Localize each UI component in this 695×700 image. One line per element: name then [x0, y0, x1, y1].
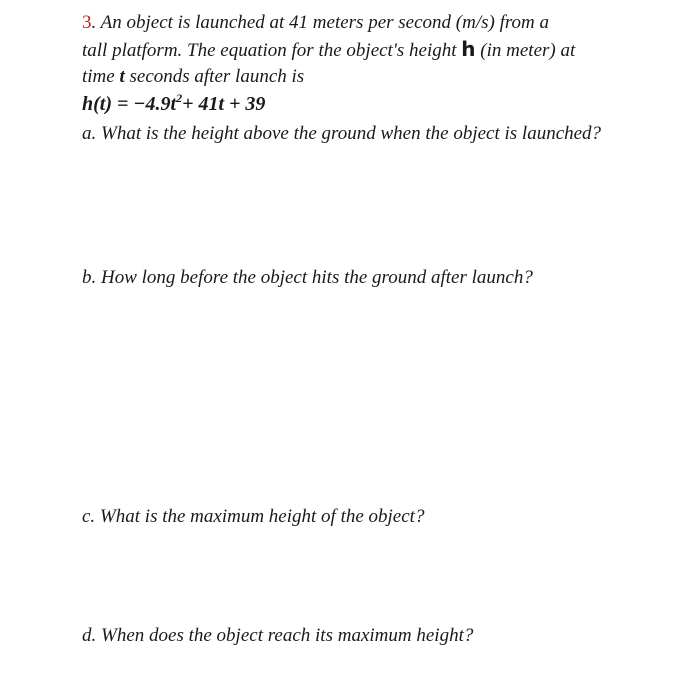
intro-text-3a: time — [82, 66, 120, 87]
equation-part-a: h(t) = −4.9t — [82, 93, 177, 115]
intro-text-1: . An object is launched at 41 meters per second (m/s) from a — [91, 12, 550, 33]
height-equation — [82, 91, 642, 117]
question-b: b. How long before the object hits the ground after launch? — [82, 267, 533, 288]
equation-part-b: + 41t + 39 — [182, 93, 266, 115]
problem-intro-line-2 — [82, 36, 642, 64]
problem-intro-line-3 — [82, 64, 642, 90]
question-a: a. What is the height above the ground when the object is launched? — [82, 123, 602, 144]
height-variable: h — [461, 37, 476, 61]
intro-text-2b: (in meter) at — [475, 40, 576, 61]
question-c: c. What is the maximum height of the object? — [82, 506, 425, 527]
problem-intro-line-1 — [82, 10, 642, 36]
time-variable: t — [119, 66, 125, 87]
problem-statement — [82, 10, 642, 117]
question-d: d. When does the object reach its maximum height? — [82, 625, 474, 646]
intro-text-2a: tall platform. The equation for the object's height — [82, 40, 462, 61]
equation-exponent: 2 — [176, 91, 183, 105]
intro-text-3b: seconds after launch is — [124, 66, 305, 87]
problem-number: 3 — [82, 12, 92, 33]
